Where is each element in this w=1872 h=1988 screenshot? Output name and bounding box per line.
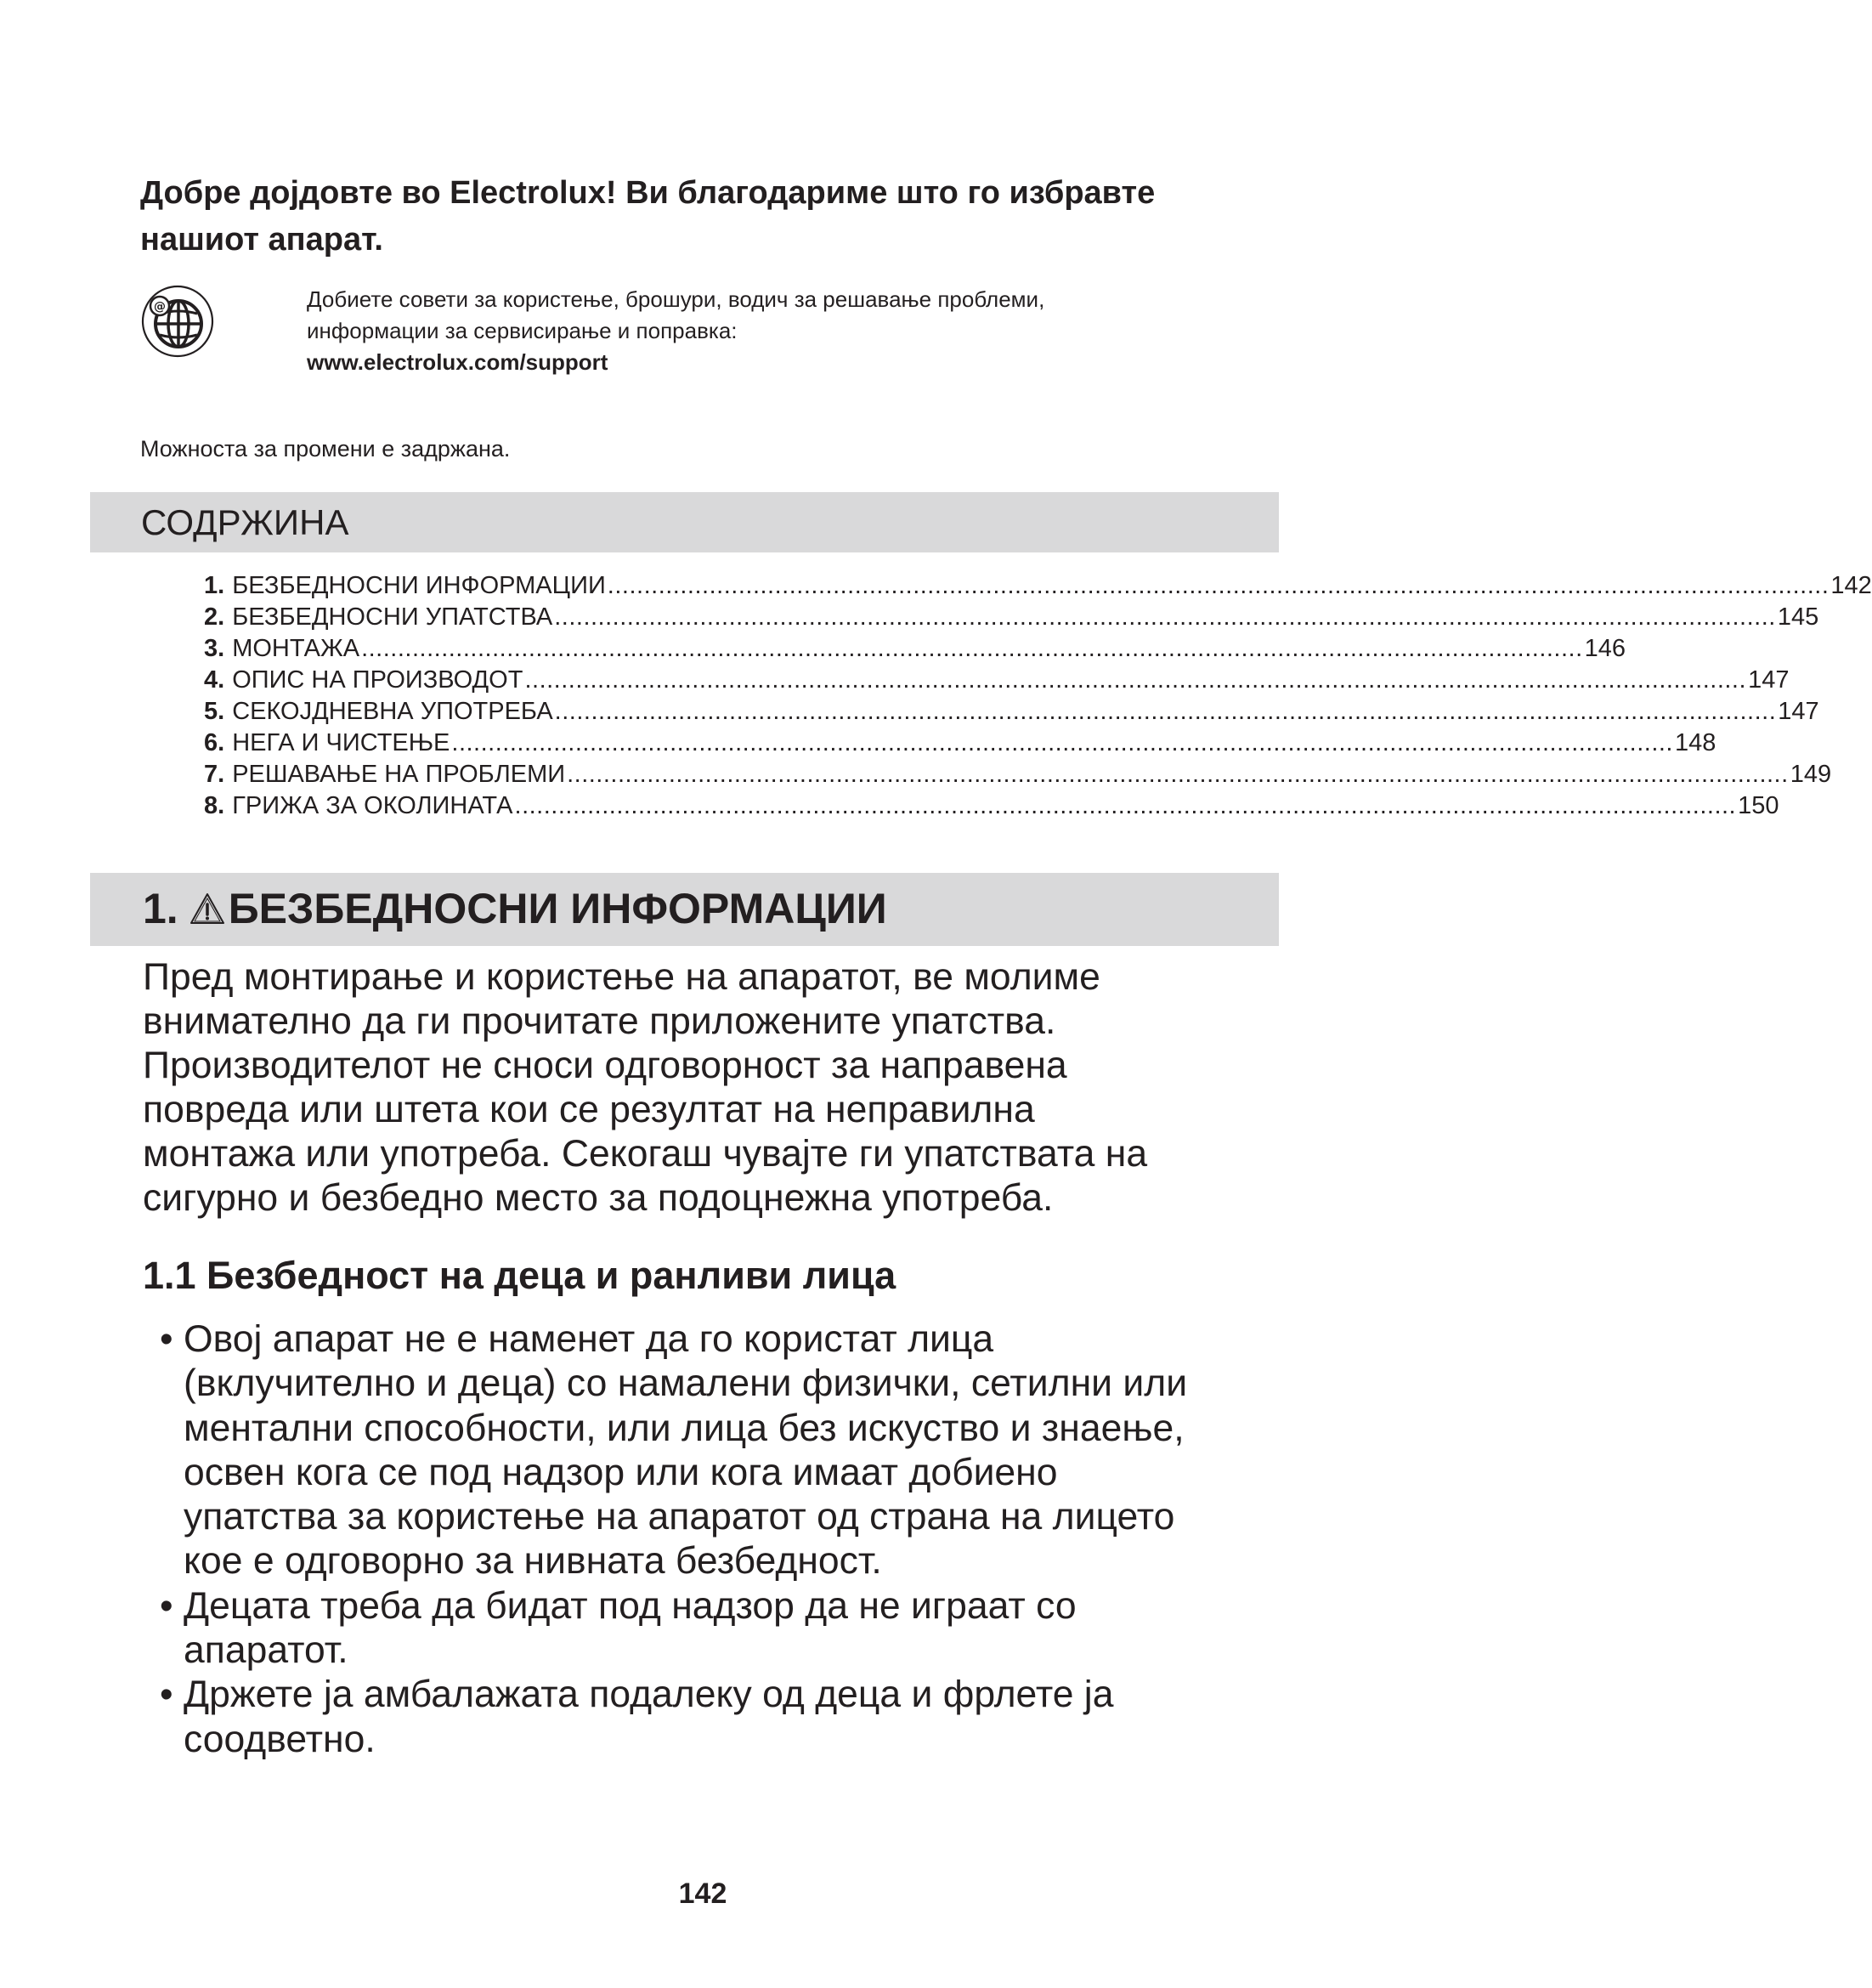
bullet-marker: • — [160, 1584, 173, 1627]
child-safety-bullet-list — [140, 1317, 1283, 1762]
table-of-contents — [204, 570, 1872, 822]
bullet-line: Држете ја амбалажата подалеку од деца и фрлете ја — [184, 1674, 1114, 1716]
bullet-line: упатства за користење на апаратот од страна на лицето — [184, 1496, 1175, 1538]
warning-icon — [189, 892, 226, 926]
toc-item-page: 147 — [1778, 698, 1819, 725]
bullet-line: соодветно. — [184, 1718, 376, 1760]
toc-item-label: БЕЗБЕДНОСНИ ИНФОРМАЦИИ — [232, 572, 606, 599]
toc-dot-leader: ........................................................................................................................................................................ — [451, 729, 1673, 756]
toc-item-page: 142 — [1830, 572, 1872, 599]
toc-item-label: БЕЗБЕДНОСНИ УПАТСТВА — [232, 603, 553, 631]
toc-item[interactable] — [204, 696, 1819, 728]
bullet-line: Овој апарат не е наменет да го користат лица — [184, 1318, 994, 1360]
svg-text:@: @ — [154, 300, 166, 314]
toc-dot-leader: ........................................................................................................................................................................ — [554, 698, 1777, 725]
toc-item-page: 148 — [1675, 729, 1716, 756]
bullet-line: освен кога се под надзор или кога имаат добиено — [184, 1451, 1058, 1493]
welcome-line-2: нашиот апарат. — [140, 222, 383, 258]
toc-item[interactable] — [204, 665, 1790, 696]
intro-line: монтажа или употреба. Секогаш чувајте ги упатствата на — [143, 1133, 1148, 1175]
support-line-2: информации за сервисирање и поправка: — [307, 318, 738, 343]
section-1-intro-paragraph — [143, 955, 1281, 1221]
intro-line: внимателно да ги прочитате приложените упатства. — [143, 1000, 1056, 1042]
bullet-line: ментални способности, или лица без искуство и знаење, — [184, 1407, 1185, 1449]
intro-line: сигурно и безбедно место за подоцнежна употреба. — [143, 1177, 1054, 1219]
bullet-line: Децата треба да бидат под надзор да не играат со — [184, 1584, 1077, 1627]
bullet-marker: • — [160, 1674, 173, 1716]
toc-item[interactable] — [204, 759, 1832, 790]
toc-item-page: 146 — [1584, 635, 1626, 662]
support-url-link[interactable]: www.electrolux.com/support — [307, 349, 608, 375]
toc-dot-leader: ........................................................................................................................................................................ — [361, 635, 1583, 662]
toc-item-number: 7. — [204, 761, 225, 788]
toc-title: СОДРЖИНА — [141, 502, 349, 542]
toc-item-label: СЕКОЈДНЕВНА УПОТРЕБА — [232, 698, 553, 725]
globe-icon — [139, 283, 216, 360]
toc-item-number: 6. — [204, 729, 225, 756]
toc-item-page: 150 — [1738, 792, 1779, 819]
bullet-line: (вклучително и деца) со намалени физички, сетилни или — [184, 1362, 1188, 1405]
toc-dot-leader: ........................................................................................................................................................................ — [554, 603, 1776, 631]
toc-item-number: 2. — [204, 603, 225, 631]
toc-item-page: 149 — [1790, 761, 1832, 788]
toc-item-label: ГРИЖА ЗА ОКОЛИНАТА — [232, 792, 513, 819]
toc-item-label: ОПИС НА ПРОИЗВОДОТ — [232, 666, 523, 694]
page-number: 142 — [678, 1878, 727, 1910]
intro-line: повреда или штета кои се резултат на неправилна — [143, 1089, 1035, 1130]
bullet-line: апаратот. — [184, 1629, 348, 1672]
toc-item-label: НЕГА И ЧИСТЕЊЕ — [232, 729, 450, 756]
toc-item-number: 5. — [204, 698, 225, 725]
toc-dot-leader: ........................................................................................................................................................................ — [524, 666, 1747, 694]
list-item — [140, 1673, 1283, 1762]
toc-item-number: 1. — [204, 572, 225, 599]
toc-item[interactable] — [204, 728, 1716, 759]
toc-item-number: 4. — [204, 666, 225, 694]
toc-item-number: 3. — [204, 635, 225, 662]
changes-reserved-note: Можноста за промени е задржана. — [140, 436, 511, 462]
toc-dot-leader: ........................................................................................................................................................................ — [607, 572, 1830, 599]
section-1-1-heading: 1.1 Безбедност на деца и ранливи лица — [143, 1254, 896, 1297]
toc-item[interactable] — [204, 602, 1819, 633]
bullet-line: кое е одговорно за нивната безбедност. — [184, 1540, 882, 1583]
toc-item-label: МОНТАЖА — [232, 635, 360, 662]
toc-item[interactable] — [204, 570, 1872, 602]
support-info — [307, 284, 1241, 378]
welcome-heading — [140, 170, 1279, 263]
list-item — [140, 1584, 1283, 1674]
toc-dot-leader: ........................................................................................................................................................................ — [567, 761, 1789, 788]
intro-line: Производителот не сноси одговорност за направена — [143, 1045, 1067, 1086]
toc-item-label: РЕШАВАЊЕ НА ПРОБЛЕМИ — [232, 761, 566, 788]
toc-item-page: 147 — [1748, 666, 1790, 694]
toc-item-number: 8. — [204, 792, 225, 819]
section-1-title: БЕЗБЕДНОСНИ ИНФОРМАЦИИ — [228, 885, 887, 932]
list-item — [140, 1317, 1283, 1584]
section-1-heading — [143, 881, 887, 936]
toc-item-page: 145 — [1777, 603, 1819, 631]
welcome-line-1: Добре дојдовте во Electrolux! Ви благодариме што го избравте — [140, 175, 1156, 211]
toc-dot-leader: ........................................................................................................................................................................ — [514, 792, 1737, 819]
bullet-marker: • — [160, 1318, 173, 1360]
support-line-1: Добиете совети за користење, брошури, водич за решавање проблеми, — [307, 286, 1045, 312]
intro-line: Пред монтирање и користење на апаратот, ве молиме — [143, 956, 1100, 998]
section-1-number: 1. — [143, 885, 178, 932]
toc-item[interactable] — [204, 790, 1779, 822]
toc-item[interactable] — [204, 633, 1626, 665]
